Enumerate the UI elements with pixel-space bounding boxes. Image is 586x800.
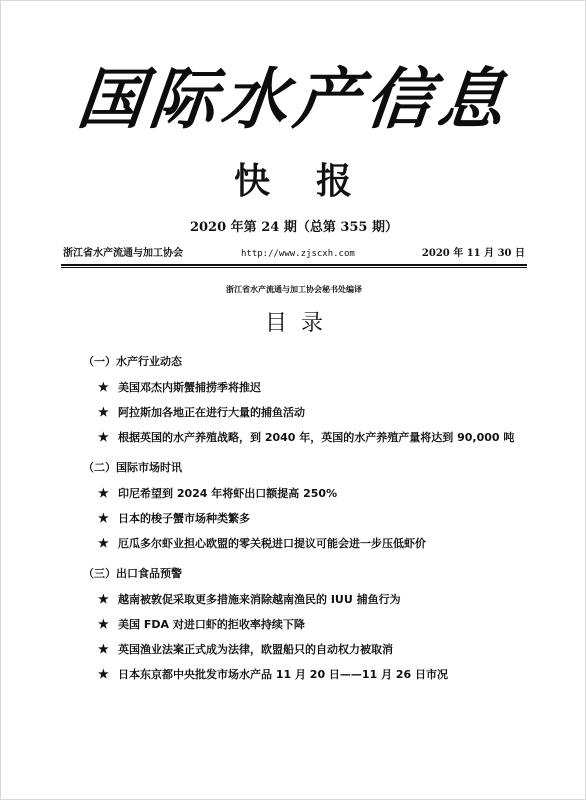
toc-item: ★ 印尼希望到 2024 年将虾出口额提高 250% <box>98 486 338 500</box>
header-rule-thick <box>61 264 527 266</box>
issue-number: 2020 年第 24 期（总第 355 期） <box>189 220 399 235</box>
section-heading: （三）出口食品预警 <box>83 567 182 580</box>
star-icon: ★ <box>98 380 109 394</box>
toc-item: ★ 阿拉斯加各地正在进行大量的捕鱼活动 <box>98 405 305 419</box>
header-rule-thin <box>61 267 527 268</box>
publish-date: 2020 年 11 月 30 日 <box>421 248 525 259</box>
star-icon: ★ <box>98 486 109 500</box>
section-heading: （一）水产行业动态 <box>83 355 182 368</box>
toc-item: ★ 日本东京都中央批发市场水产品 11 月 20 日——11 月 26 日市况 <box>98 667 449 681</box>
subtitle-char-2: 报 <box>316 161 355 202</box>
star-icon: ★ <box>98 667 109 681</box>
editor-note: 浙江省水产流通与加工协会秘书处编译 <box>226 284 362 294</box>
organization-name: 浙江省水产流通与加工协会 <box>63 248 183 259</box>
toc-item: ★ 越南被敦促采取更多措施来消除越南渔民的 IUU 捕鱼行为 <box>98 592 401 606</box>
toc-item: ★ 厄瓜多尔虾业担心欧盟的零关税进口提议可能会进一步压低虾价 <box>98 536 426 550</box>
star-icon: ★ <box>98 617 109 631</box>
toc-item: ★ 美国 FDA 对进口虾的拒收率持续下降 <box>98 617 305 631</box>
toc-item: ★ 英国渔业法案正式成为法律，欧盟船只的自动权力被取消 <box>98 642 393 656</box>
toc-item: ★ 根据英国的水产养殖战略，到 2040 年，英国的水产养殖产量将达到 90,000 吨 <box>98 430 515 444</box>
toc-item: ★ 日本的梭子蟹市场种类繁多 <box>98 511 250 525</box>
star-icon: ★ <box>98 511 109 525</box>
star-icon: ★ <box>98 592 109 606</box>
star-icon: ★ <box>98 536 109 550</box>
star-icon: ★ <box>98 405 109 419</box>
masthead-title: 国际水产信息 <box>73 60 515 138</box>
masthead-subtitle <box>1 159 586 205</box>
section-heading: （二）国际市场时讯 <box>83 461 182 474</box>
star-icon: ★ <box>98 642 109 656</box>
website-url: http://www.zjscxh.com <box>241 249 355 259</box>
toc-item: ★ 美国邓杰内斯蟹捕捞季将推迟 <box>98 380 261 394</box>
star-icon: ★ <box>98 430 109 444</box>
toc-title: 目录 <box>264 311 337 336</box>
subtitle-char-1: 快 <box>233 161 272 202</box>
